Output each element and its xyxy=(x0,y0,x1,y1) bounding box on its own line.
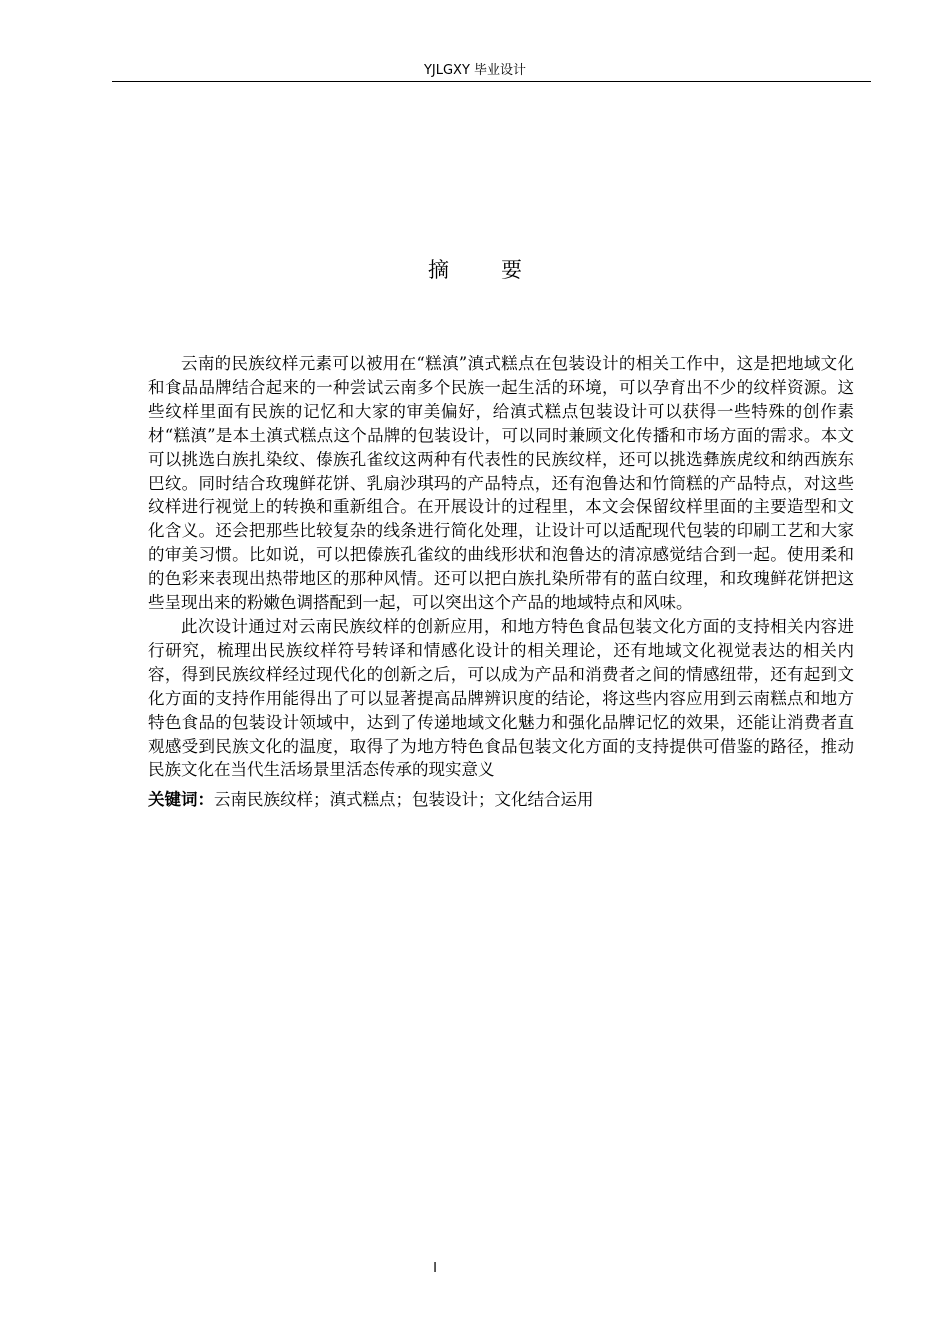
keywords-text: 云南民族纹样；滇式糕点；包装设计；文化结合运用 xyxy=(214,790,594,810)
abstract-paragraph-1: 云南的民族纹样元素可以被用在“糕滇”滇式糕点在包装设计的相关工作中，这是把地域文化和食品品牌结合起来的一种尝试云南多个民族一起生活的环境，可以孕育出不少的纹样资源。这些纹样里面有民族的记忆和大家的审美偏好，给滇式糕点包装设计可以获得一些特殊的创作素材“糕滇”是本土滇式糕点这个品牌的包装设计，可以同时兼顾文化传播和市场方面的需求。本文可以挑选白族扎染纹、傣族孔雀纹这两种有代表性的民族纹样，还可以挑选彝族虎纹和纳西族东巴纹。同时结合玫瑰鲜花饼、乳扇沙琪玛的产品特点，还有泡鲁达和竹筒糕的产品特点，对这些纹样进行视觉上的转换和重新组合。在开展设计的过程里，本文会保留纹样里面的主要造型和文化含义。还会把那些比较复杂的线条进行简化处理，让设计可以适配现代包装的印刷工艺和大家的审美习惯。比如说，可以把傣族孔雀纹的曲线形状和泡鲁达的清凉感觉结合到一起。使用柔和的色彩来表现出热带地区的那种风情。还可以把白族扎染所带有的蓝白纹理，和玫瑰鲜花饼把这些呈现出来的粉嫩色调搭配到一起，可以突出这个产品的地域特点和风味。 xyxy=(148,354,854,613)
page-title: 摘要 xyxy=(428,258,574,282)
keywords-line xyxy=(148,788,854,812)
header-divider xyxy=(112,81,871,82)
page-number: I xyxy=(433,1261,437,1276)
abstract-paragraph-2: 此次设计通过对云南民族纹样的创新应用，和地方特色食品包装文化方面的支持相关内容进行研究，梳理出民族纹样符号转译和情感化设计的相关理论，还有地域文化视觉表达的相关内容，得到民族纹样经过现代化的创新之后，可以成为产品和消费者之间的情感纽带，还有起到文化方面的支持作用能得出了可以显著提高品牌辨识度的结论，将这些内容应用到云南糕点和地方特色食品的包装设计领域中，达到了传递地域文化魅力和强化品牌记忆的效果，还能让消费者直观感受到民族文化的温度，取得了为地方特色食品包装文化方面的支持提供可借鉴的路径，推动民族文化在当代生活场景里活态传承的现实意义 xyxy=(148,616,854,780)
abstract-body xyxy=(148,352,854,812)
keywords-label: 关键词： xyxy=(148,790,214,810)
running-header: YJLGXY 毕业设计 xyxy=(423,63,527,78)
